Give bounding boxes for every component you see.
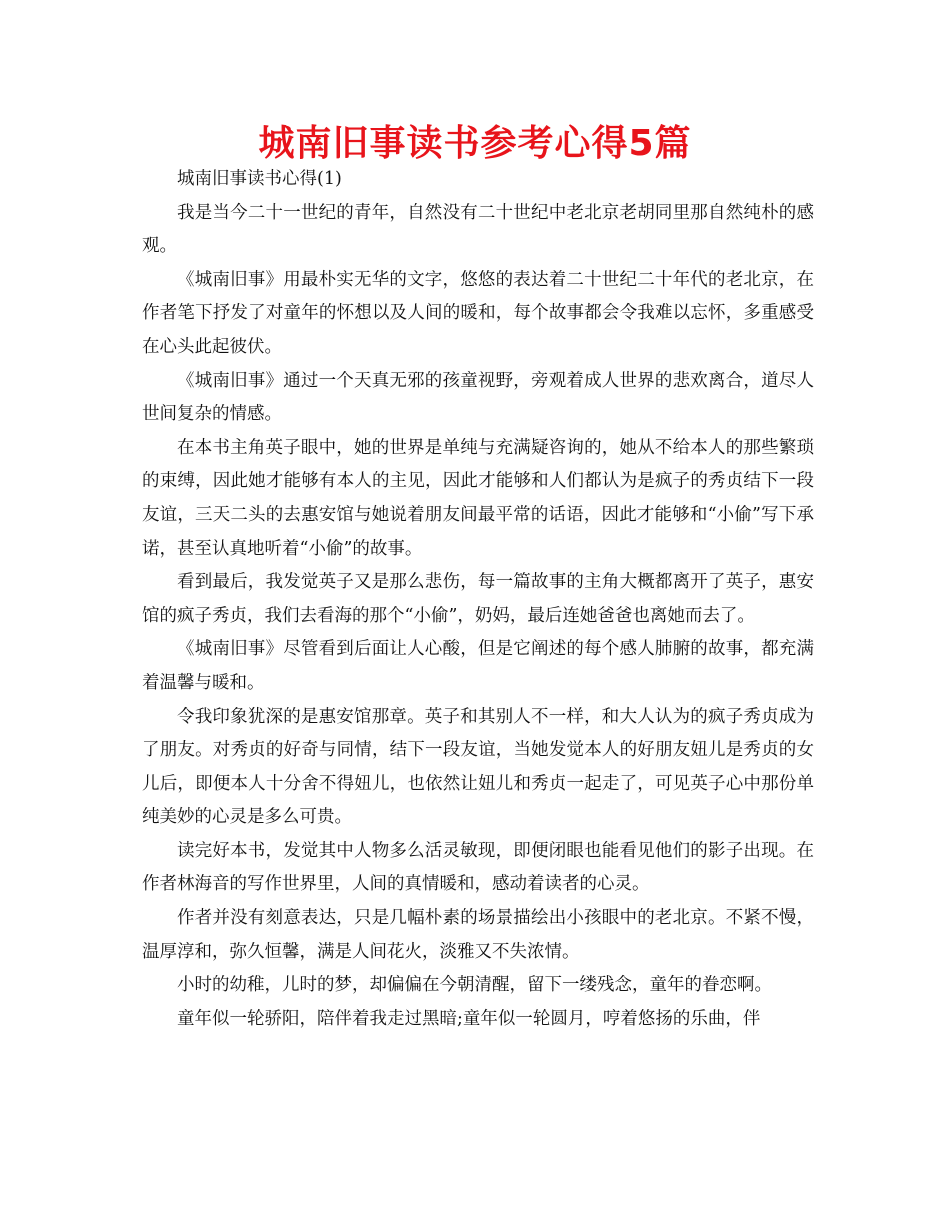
paragraph: 童年似一轮骄阳，陪伴着我走过黑暗;童年似一轮圆月，哼着悠扬的乐曲，伴 (177, 1008, 761, 1029)
document-body (142, 163, 814, 1036)
document-title: 城南旧事读书参考心得5篇 (258, 123, 692, 164)
paragraph: 我是当今二十一世纪的青年，自然没有二十世纪中老北京老胡同里那自然纯朴的感观。 (142, 202, 814, 257)
paragraph: 城南旧事读书心得(1) (177, 169, 342, 189)
paragraph: 《城南旧事》通过一个天真无邪的孩童视野，旁观着成人世界的悲欢离合，道尽人世间复杂的情感。 (142, 370, 814, 425)
paragraph: 在本书主角英子眼中，她的世界是单纯与充满疑咨询的，她从不给本人的那些繁琐的束缚，因此她才能够有本人的主见，因此才能够和人们都认为是疯子的秀贞结下一段友谊，三天二头的去惠安馆与她说着朋友间最平常的话语，因此才能够和“小偷”写下承诺，甚至认真地听着“小偷”的故事。 (142, 437, 814, 559)
paragraph: 读完好本书，发觉其中人物多么活灵敏现，即便闭眼也能看见他们的影子出现。在作者林海音的写作世界里，人间的真情暖和，感动着读者的心灵。 (142, 840, 814, 895)
paragraph: 令我印象犹深的是惠安馆那章。英子和其别人不一样，和大人认为的疯子秀贞成为了朋友。对秀贞的好奇与同情，结下一段友谊，当她发觉本人的好朋友妞儿是秀贞的女儿后，即便本人十分舍不得妞儿，也依然让妞儿和秀贞一起走了，可见英子心中那份单纯美妙的心灵是多么可贵。 (142, 706, 814, 828)
paragraph: 小时的幼稚，儿时的梦，却偏偏在今朝清醒，留下一缕残念，童年的眷恋啊。 (177, 975, 772, 996)
paragraph: 《城南旧事》用最朴实无华的文字，悠悠的表达着二十世纪二十年代的老北京，在作者笔下抒发了对童年的怀想以及人间的暖和，每个故事都会令我难以忘怀，多重感受在心头此起彼伏。 (142, 269, 814, 357)
paragraph: 看到最后，我发觉英子又是那么悲伤，每一篇故事的主角大概都离开了英子，惠安馆的疯子秀贞，我们去看海的那个“小偷”，奶妈，最后连她爸爸也离她而去了。 (142, 572, 814, 626)
paragraph: 《城南旧事》尽管看到后面让人心酸，但是它阐述的每个感人肺腑的故事，都充满着温馨与暖和。 (142, 639, 814, 693)
paragraph: 作者并没有刻意表达，只是几幅朴素的场景描绘出小孩眼中的老北京。不紧不慢，温厚淳和，弥久恒馨，满是人间花火，淡雅又不失浓情。 (142, 908, 814, 962)
